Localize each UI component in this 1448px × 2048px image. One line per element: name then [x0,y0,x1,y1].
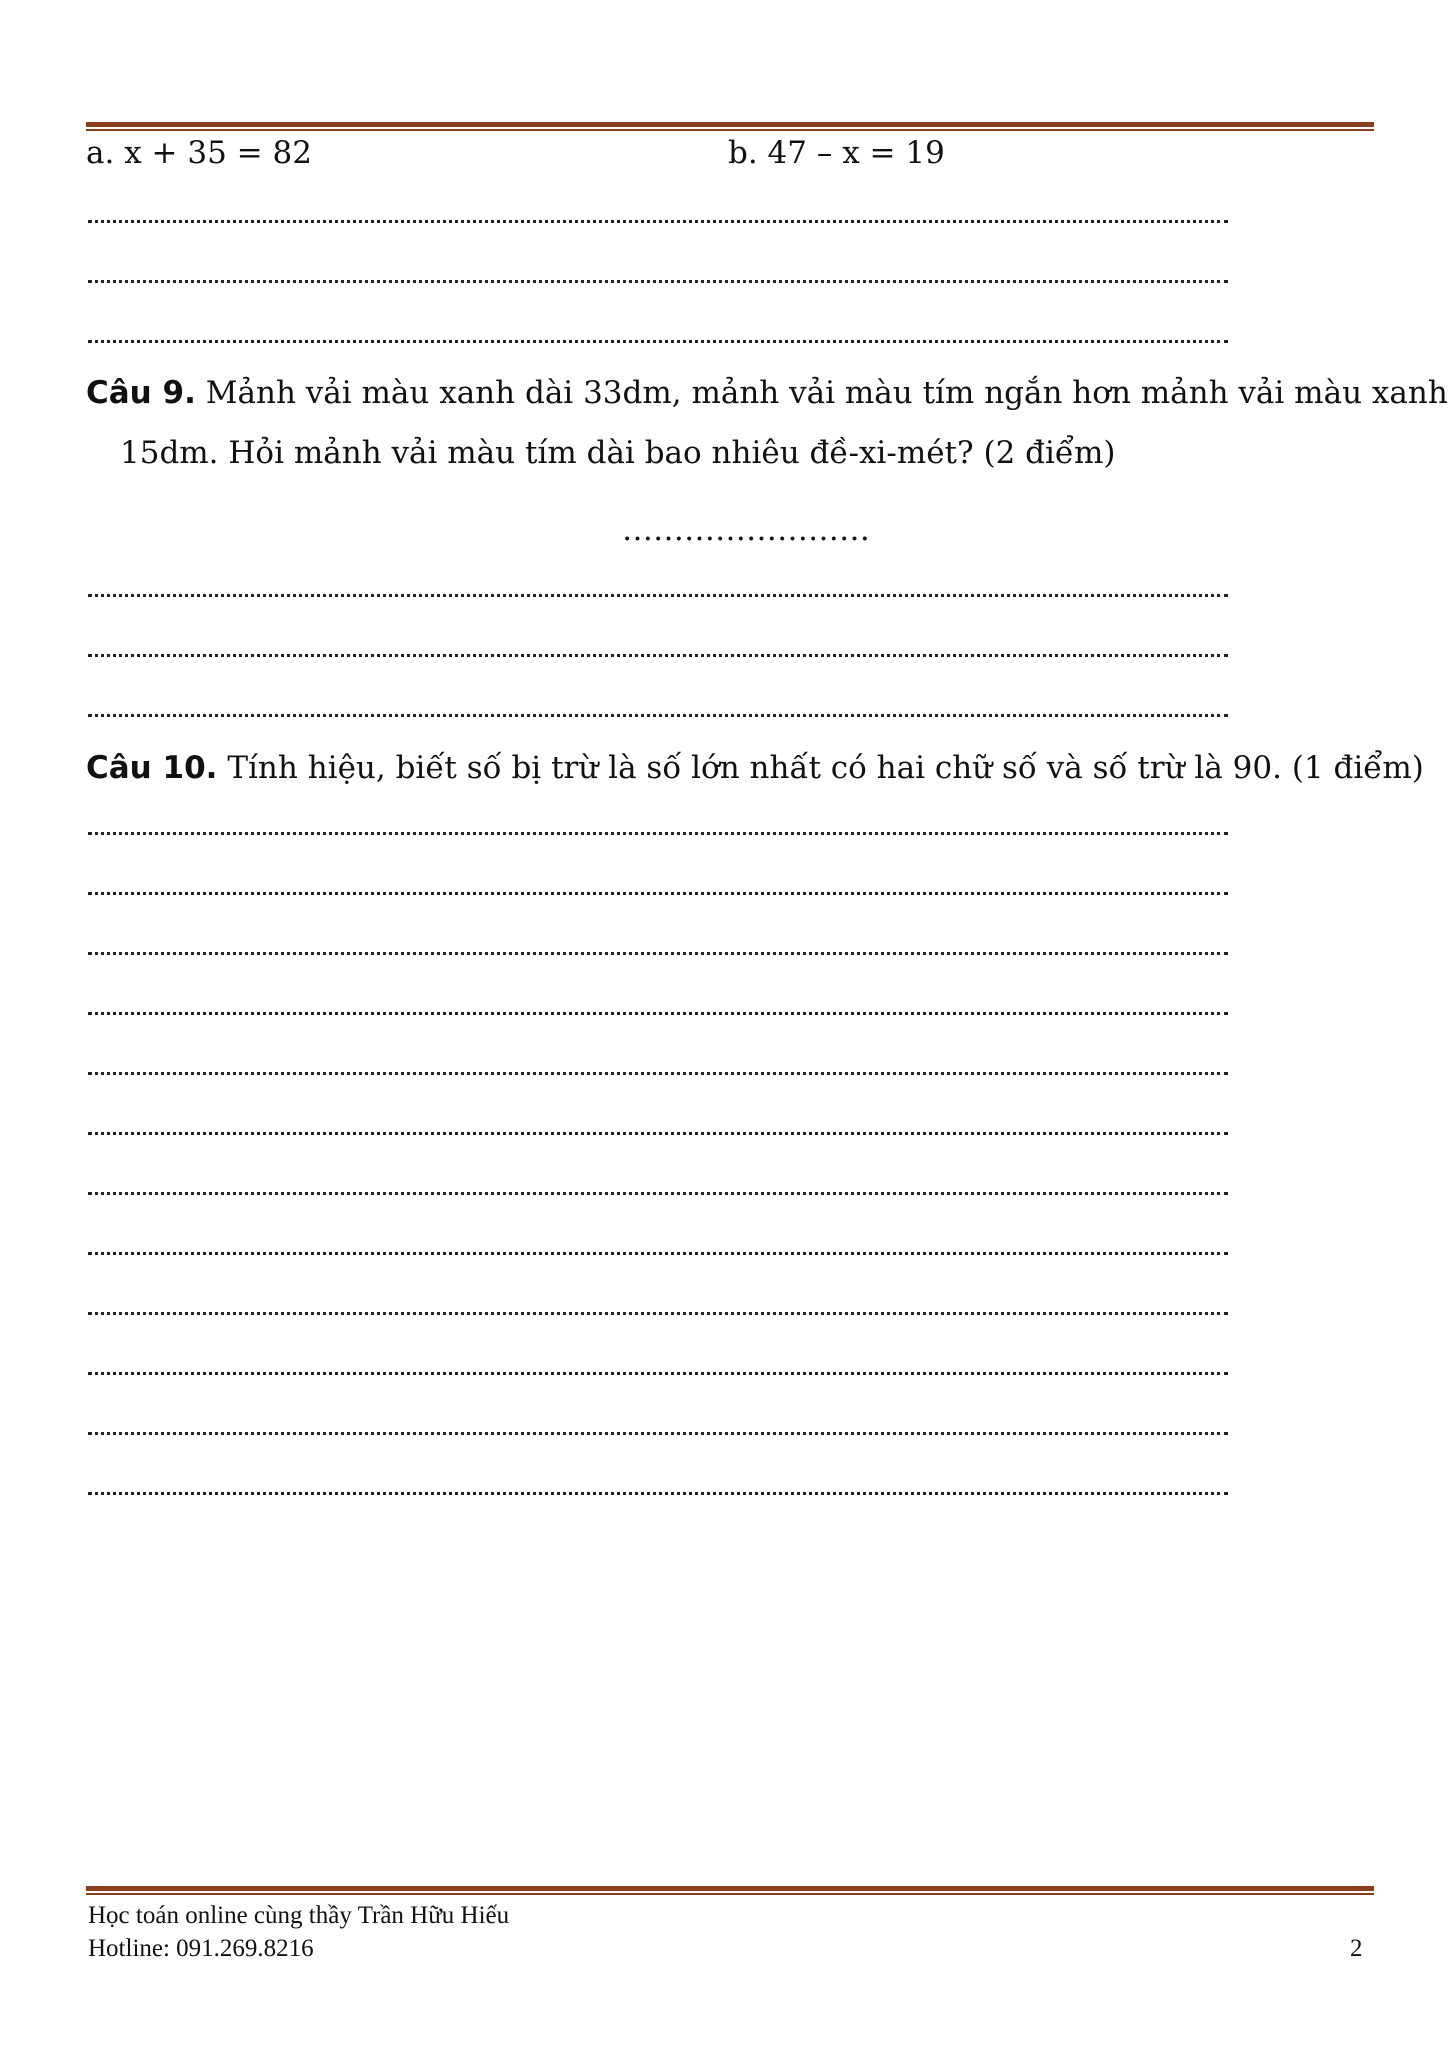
answer-line[interactable] [88,594,1228,597]
question9-label: Câu 9. [86,375,196,411]
question9-line1 [86,373,1448,413]
answer-line[interactable] [88,1432,1228,1435]
question9-text-line2: 15dm. Hỏi mảnh vải màu tím dài bao nhiêu đề-xi-mét? (2 điểm) [120,435,1116,471]
exercise8-part-a: a. x + 35 = 82 [86,135,312,171]
answer-line[interactable] [88,340,1228,343]
answer-line[interactable] [88,952,1228,955]
question10-text: Tính hiệu, biết số bị trừ là số lớn nhất có hai chữ số và số trừ là 90. (1 điểm) [227,750,1424,786]
answer-line[interactable] [88,1312,1228,1315]
answer-line[interactable] [88,1252,1228,1255]
footer-hotline: Hotline: 091.269.8216 [88,1935,314,1962]
footer-rule [86,1886,1374,1895]
exercise8-part-b: b. 47 – x = 19 [728,135,945,171]
answer-line[interactable] [88,1072,1228,1075]
footer-line1: Học toán online cùng thầy Trần Hữu Hiếu [88,1902,510,1929]
answer-line[interactable] [88,220,1228,223]
answer-line[interactable] [88,654,1228,657]
answer-line[interactable] [88,280,1228,283]
question10-label: Câu 10. [86,750,218,786]
question9-text-line1: Mảnh vải màu xanh dài 33dm, mảnh vải màu tím ngắn hơn mảnh vải màu xanh [205,375,1448,411]
answer-line[interactable] [88,892,1228,895]
answer-line[interactable] [88,1012,1228,1015]
answer-line[interactable] [88,1372,1228,1375]
question9-short-dots[interactable]: …………………… [622,512,870,548]
header-rule [86,122,1374,131]
answer-line[interactable] [88,1492,1228,1495]
question10 [86,748,1424,788]
answer-line[interactable] [88,1132,1228,1135]
answer-line[interactable] [88,1192,1228,1195]
answer-line[interactable] [88,714,1228,717]
answer-line[interactable] [88,832,1228,835]
page-number: 2 [1350,1935,1363,1962]
